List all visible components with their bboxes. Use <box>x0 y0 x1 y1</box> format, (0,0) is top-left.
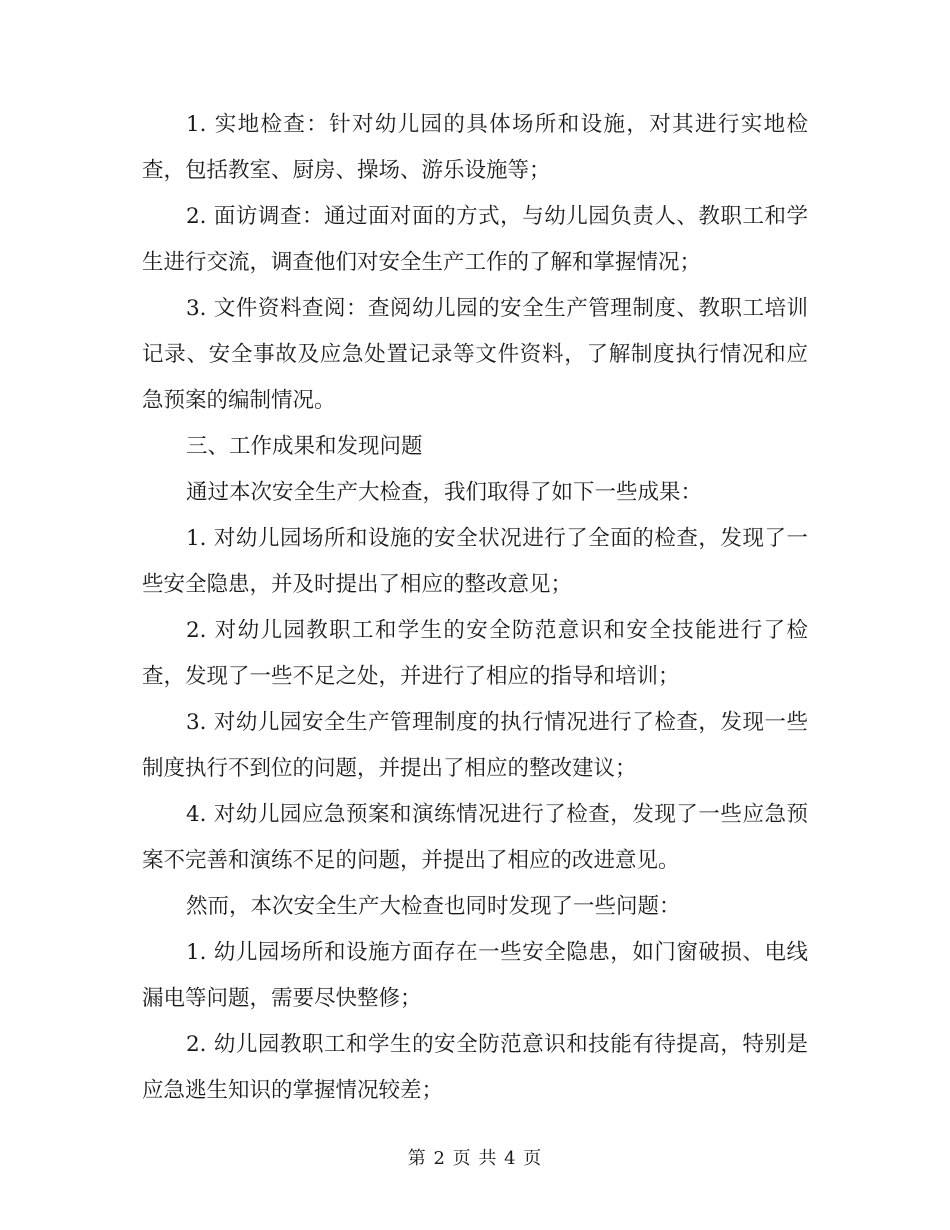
paragraph-problem-1: 1. 幼儿园场所和设施方面存在一些安全隐患，如门窗破损、电线漏电等问题，需要尽快整修； <box>142 940 808 1011</box>
paragraph-problem-2: 2. 幼儿园教职工和学生的安全防范意识和技能有待提高，特别是应急逃生知识的掌握情况较差； <box>142 1032 808 1103</box>
page-number-footer: 第 2 页 共 4 页 <box>407 1148 543 1169</box>
paragraph-result-2: 2. 对幼儿园教职工和学生的安全防范意识和安全技能进行了检查，发现了一些不足之处，并进行了相应的指导和培训； <box>142 618 808 689</box>
document-body <box>142 102 808 1114</box>
paragraph-result-3: 3. 对幼儿园安全生产管理制度的执行情况进行了检查，发现一些制度执行不到位的问题，并提出了相应的整改建议； <box>142 710 808 781</box>
paragraph-result-4: 4. 对幼儿园应急预案和演练情况进行了检查，发现了一些应急预案不完善和演练不足的问题，并提出了相应的改进意见。 <box>142 802 808 873</box>
paragraph-method-3: 3. 文件资料查阅：查阅幼儿园的安全生产管理制度、教职工培训记录、安全事故及应急处置记录等文件资料，了解制度执行情况和应急预案的编制情况。 <box>142 296 808 413</box>
paragraph-result-1: 1. 对幼儿园场所和设施的安全状况进行了全面的检查，发现了一些安全隐患，并及时提出了相应的整改意见； <box>142 526 808 597</box>
section-heading-results: 三、工作成果和发现问题 <box>186 434 423 459</box>
paragraph-results-intro: 通过本次安全生产大检查，我们取得了如下一些成果： <box>186 480 703 505</box>
paragraph-problems-intro: 然而，本次安全生产大检查也同时发现了一些问题： <box>186 894 681 919</box>
paragraph-method-2: 2. 面访调查：通过面对面的方式，与幼儿园负责人、教职工和学生进行交流，调查他们对安全生产工作的了解和掌握情况； <box>142 204 808 275</box>
paragraph-method-1: 1. 实地检查：针对幼儿园的具体场所和设施，对其进行实地检查，包括教室、厨房、操场、游乐设施等； <box>142 112 808 183</box>
